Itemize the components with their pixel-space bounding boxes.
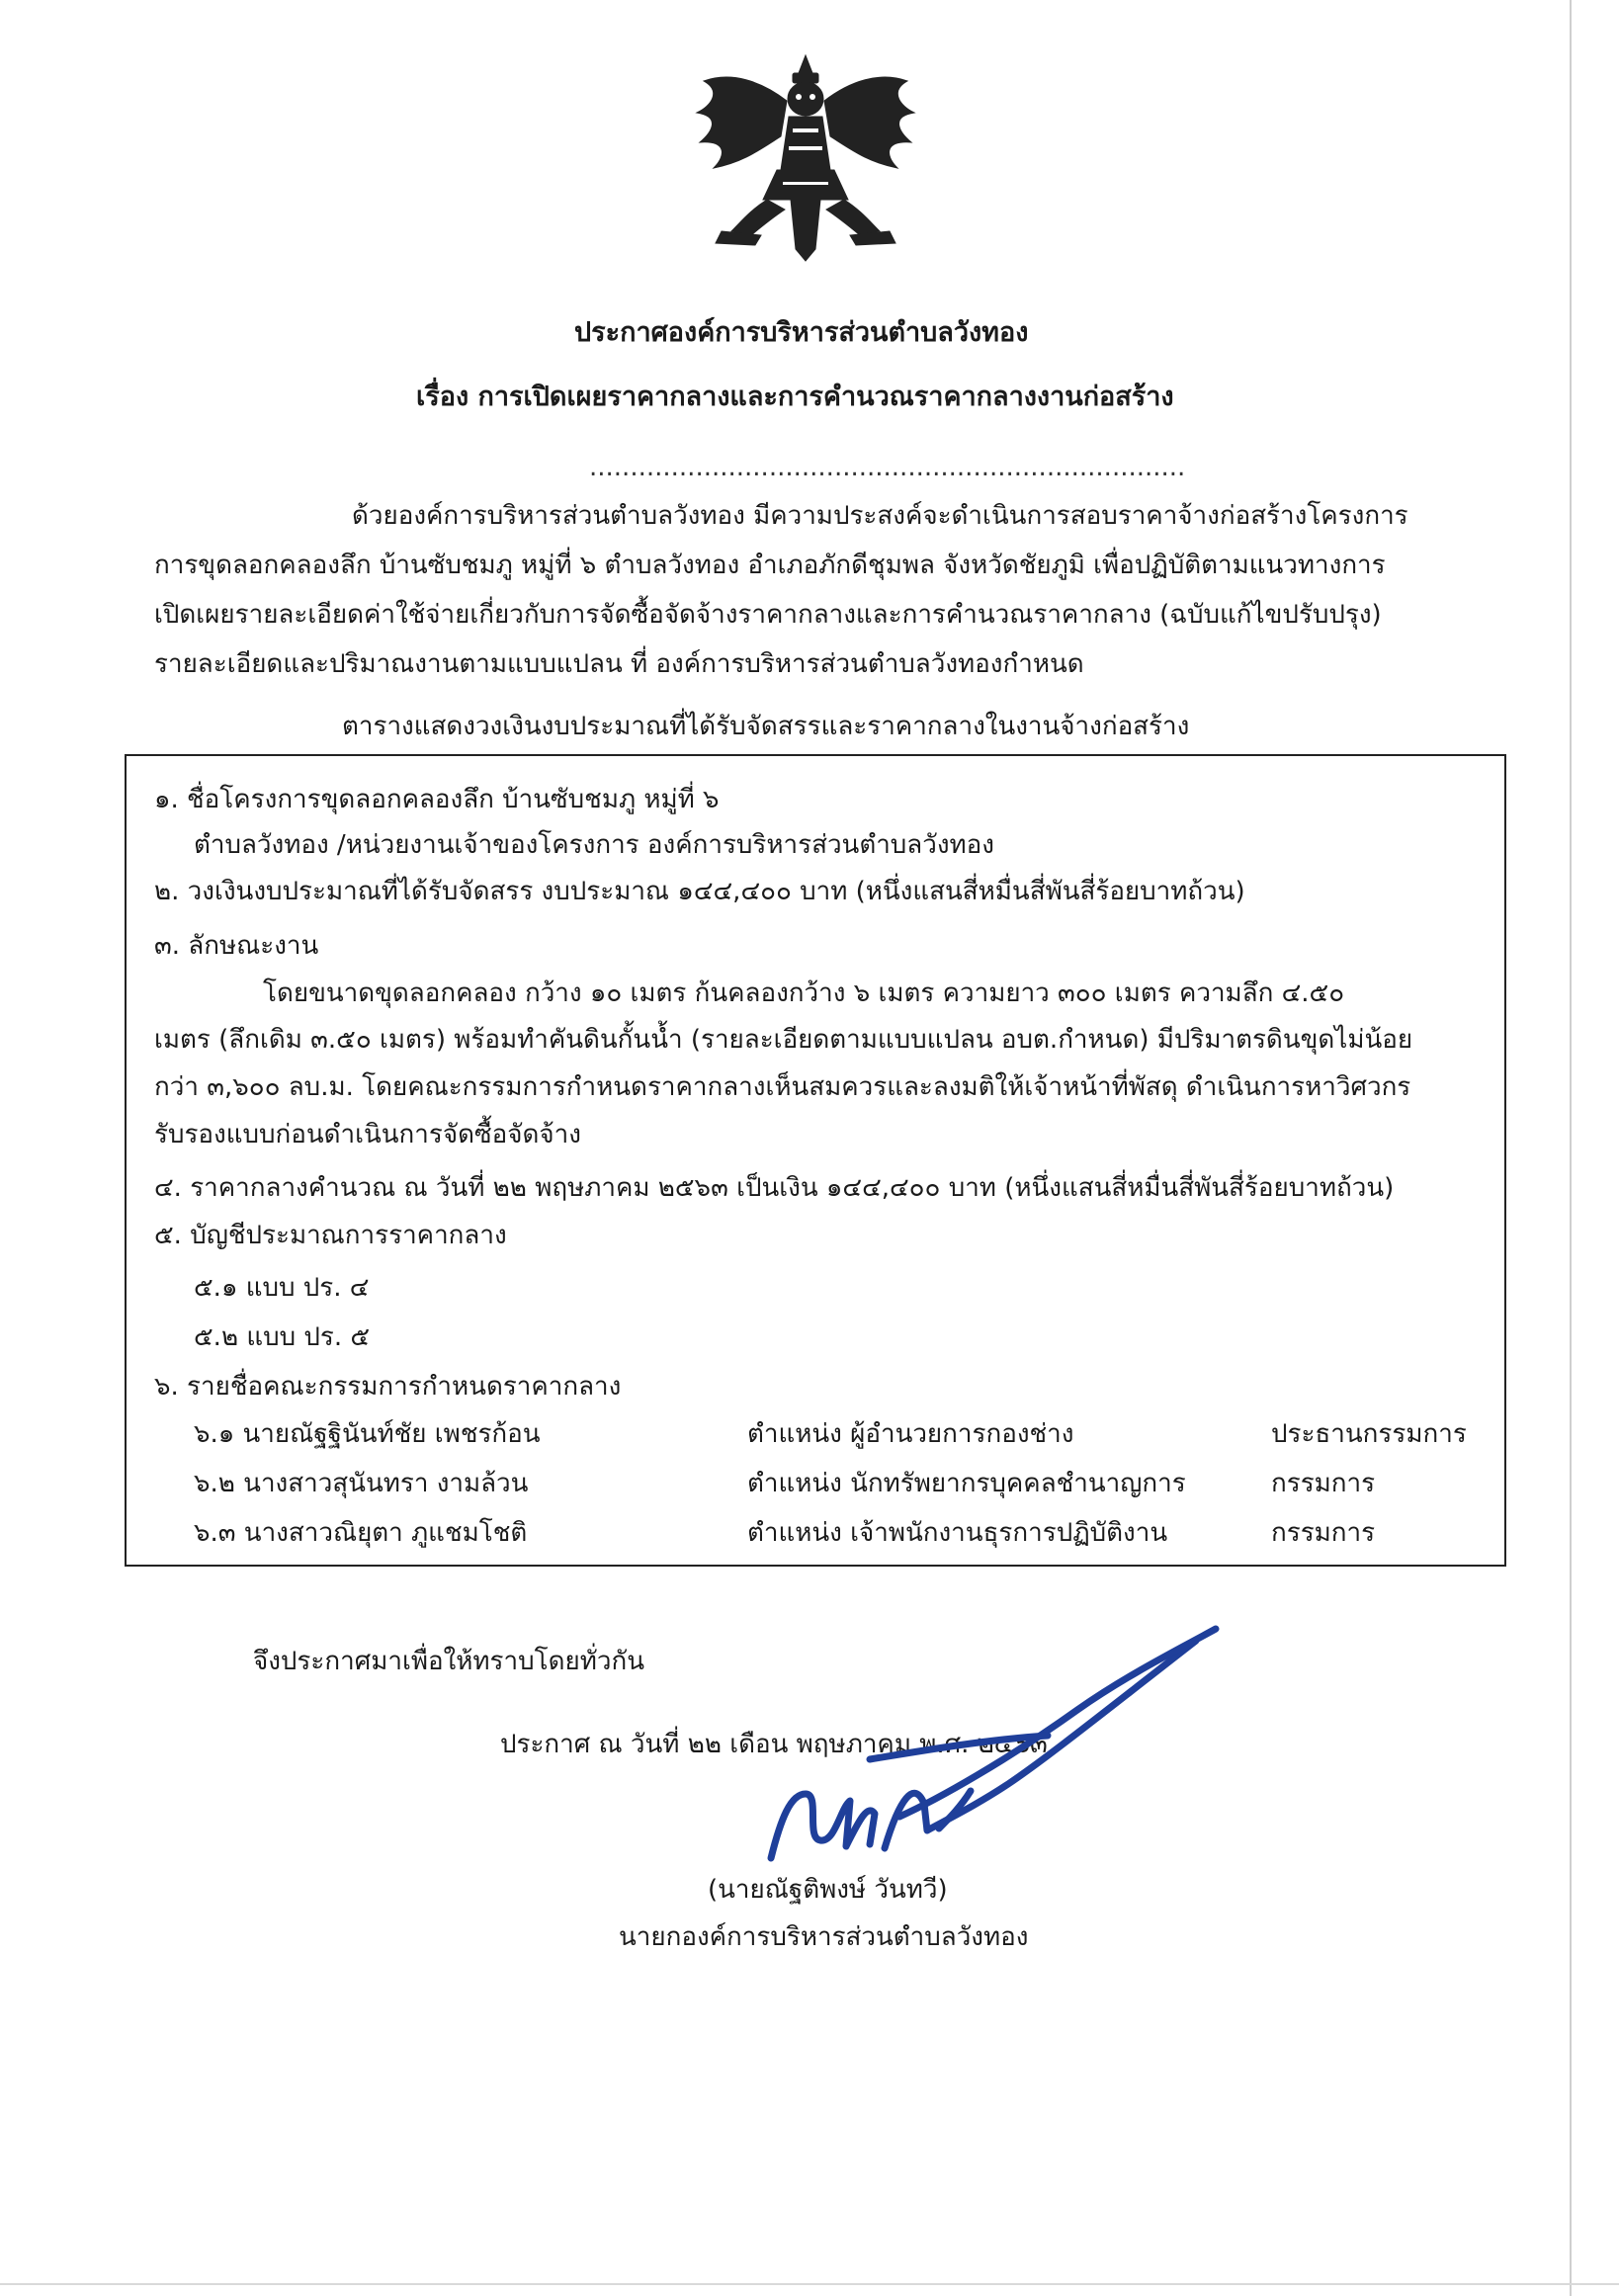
item-1-line-b: ตำบลวังทอง /หน่วยงานเจ้าของโครงการ องค์การบริหารส่วนตำบลวังทอง	[194, 830, 994, 860]
garuda-emblem-icon	[682, 51, 929, 264]
signer-name: (นายณัฐติพงษ์ วันทวี)	[708, 1875, 948, 1905]
item-2: ๒. วงเงินงบประมาณที่ได้รับจัดสรร งบประมาณ ๑๔๔,๔๐๐ บาท (หนึ่งแสนสี่หมื่นสี่พันสี่ร้อยบาทถ้วน)	[154, 877, 1245, 906]
document-title: ประกาศองค์การบริหารส่วนตำบลวังทอง	[574, 317, 1029, 348]
closing-announce: จึงประกาศมาเพื่อให้ทราบโดยทั่วกัน	[253, 1647, 644, 1676]
committee-name: ๖.๒ นางสาวสุนันทรา งามล้วน	[194, 1469, 529, 1498]
item-5: ๕. บัญชีประมาณการราคากลาง	[154, 1221, 507, 1250]
announce-date: ประกาศ ณ วันที่ ๒๒ เดือน พฤษภาคม พ.ศ. ๒๕๖๓	[500, 1730, 1048, 1759]
scan-edge-bottom	[0, 2283, 1619, 2285]
header-divider: .........................................................................	[589, 453, 1186, 482]
scan-edge-right	[1570, 0, 1572, 2296]
item-3: ๓. ลักษณะงาน	[154, 931, 319, 961]
table-title: ตารางแสดงวงเงินงบประมาณที่ได้รับจัดสรรและราคากลางในงานจ้างก่อสร้าง	[342, 712, 1190, 741]
committee-position: ตำแหน่ง ผู้อำนวยการกองช่าง	[747, 1419, 1074, 1449]
item-1-line-a: ๑. ชื่อโครงการขุดลอกคลองลึก บ้านซับชมภู หมู่ที่ ๖	[154, 785, 720, 814]
item-6: ๖. รายชื่อคณะกรรมการกำหนดราคากลาง	[154, 1372, 622, 1402]
committee-position: ตำแหน่ง เจ้าพนักงานธุรการปฏิบัติงาน	[747, 1518, 1168, 1548]
item-4: ๔. ราคากลางคำนวณ ณ วันที่ ๒๒ พฤษภาคม ๒๕๖๓ เป็นเงิน ๑๔๔,๔๐๐ บาท (หนึ่งแสนสี่หมื่นสี่พันสี่ร้อยบาทถ้วน)	[154, 1173, 1395, 1203]
item-5-1: ๕.๑ แบบ ปร. ๔	[194, 1273, 370, 1303]
intro-line-4: รายละเอียดและปริมาณงานตามแบบแปลน ที่ องค์การบริหารส่วนตำบลวังทองกำหนด	[154, 649, 1084, 679]
document-subject: เรื่อง การเปิดเผยราคากลางและการคำนวณราคากลางงานก่อสร้าง	[416, 382, 1174, 412]
signature-mark	[751, 1581, 1265, 1878]
item-3-line-2: เมตร (ลึกเดิม ๓.๕๐ เมตร) พร้อมทำคันดินกั้นน้ำ (รายละเอียดตามแบบแปลน อบต.กำหนด) มีปริมาตรดินขุดไม่น้อย	[154, 1025, 1413, 1055]
committee-role: ประธานกรรมการ	[1271, 1419, 1467, 1449]
intro-line-3: เปิดเผยรายละเอียดค่าใช้จ่ายเกี่ยวกับการจัดซื้อจัดจ้างราคากลางและการคำนวณราคากลาง (ฉบับแก้ไขปรับปรุง)	[154, 600, 1382, 630]
committee-role: กรรมการ	[1271, 1518, 1376, 1548]
item-3-line-3: กว่า ๓,๖๐๐ ลบ.ม. โดยคณะกรรมการกำหนดราคากลางเห็นสมควรและลงมติให้เจ้าหน้าที่พัสดุ ดำเนินการหาวิศวกร	[154, 1072, 1411, 1102]
committee-name: ๖.๓ นางสาวณิยุตา ภูแชมโชติ	[194, 1518, 528, 1548]
intro-line-1: ด้วยองค์การบริหารส่วนตำบลวังทอง มีความประสงค์จะดำเนินการสอบราคาจ้างก่อสร้างโครงการ	[352, 501, 1408, 531]
item-3-line-1: โดยขนาดขุดลอกคลอง กว้าง ๑๐ เมตร ก้นคลองกว้าง ๖ เมตร ความยาว ๓๐๐ เมตร ความลึก ๔.๕๐	[263, 978, 1345, 1008]
committee-position: ตำแหน่ง นักทรัพยากรบุคคลชำนาญการ	[747, 1469, 1186, 1498]
committee-role: กรรมการ	[1271, 1469, 1376, 1498]
committee-name: ๖.๑ นายณัฐฐินันท์ชัย เพชรก้อน	[194, 1419, 541, 1449]
item-3-line-4: รับรองแบบก่อนดำเนินการจัดซื้อจัดจ้าง	[154, 1120, 581, 1149]
intro-line-2: การขุดลอกคลองลึก บ้านซับชมภู หมู่ที่ ๖ ตำบลวังทอง อำเภอภักดีชุมพล จังหวัดชัยภูมิ เพื่อปฏิบัติตามแนวทางการ	[154, 551, 1386, 580]
signer-title: นายกองค์การบริหารส่วนตำบลวังทอง	[619, 1922, 1029, 1952]
item-5-2: ๕.๒ แบบ ปร. ๕	[194, 1322, 371, 1352]
